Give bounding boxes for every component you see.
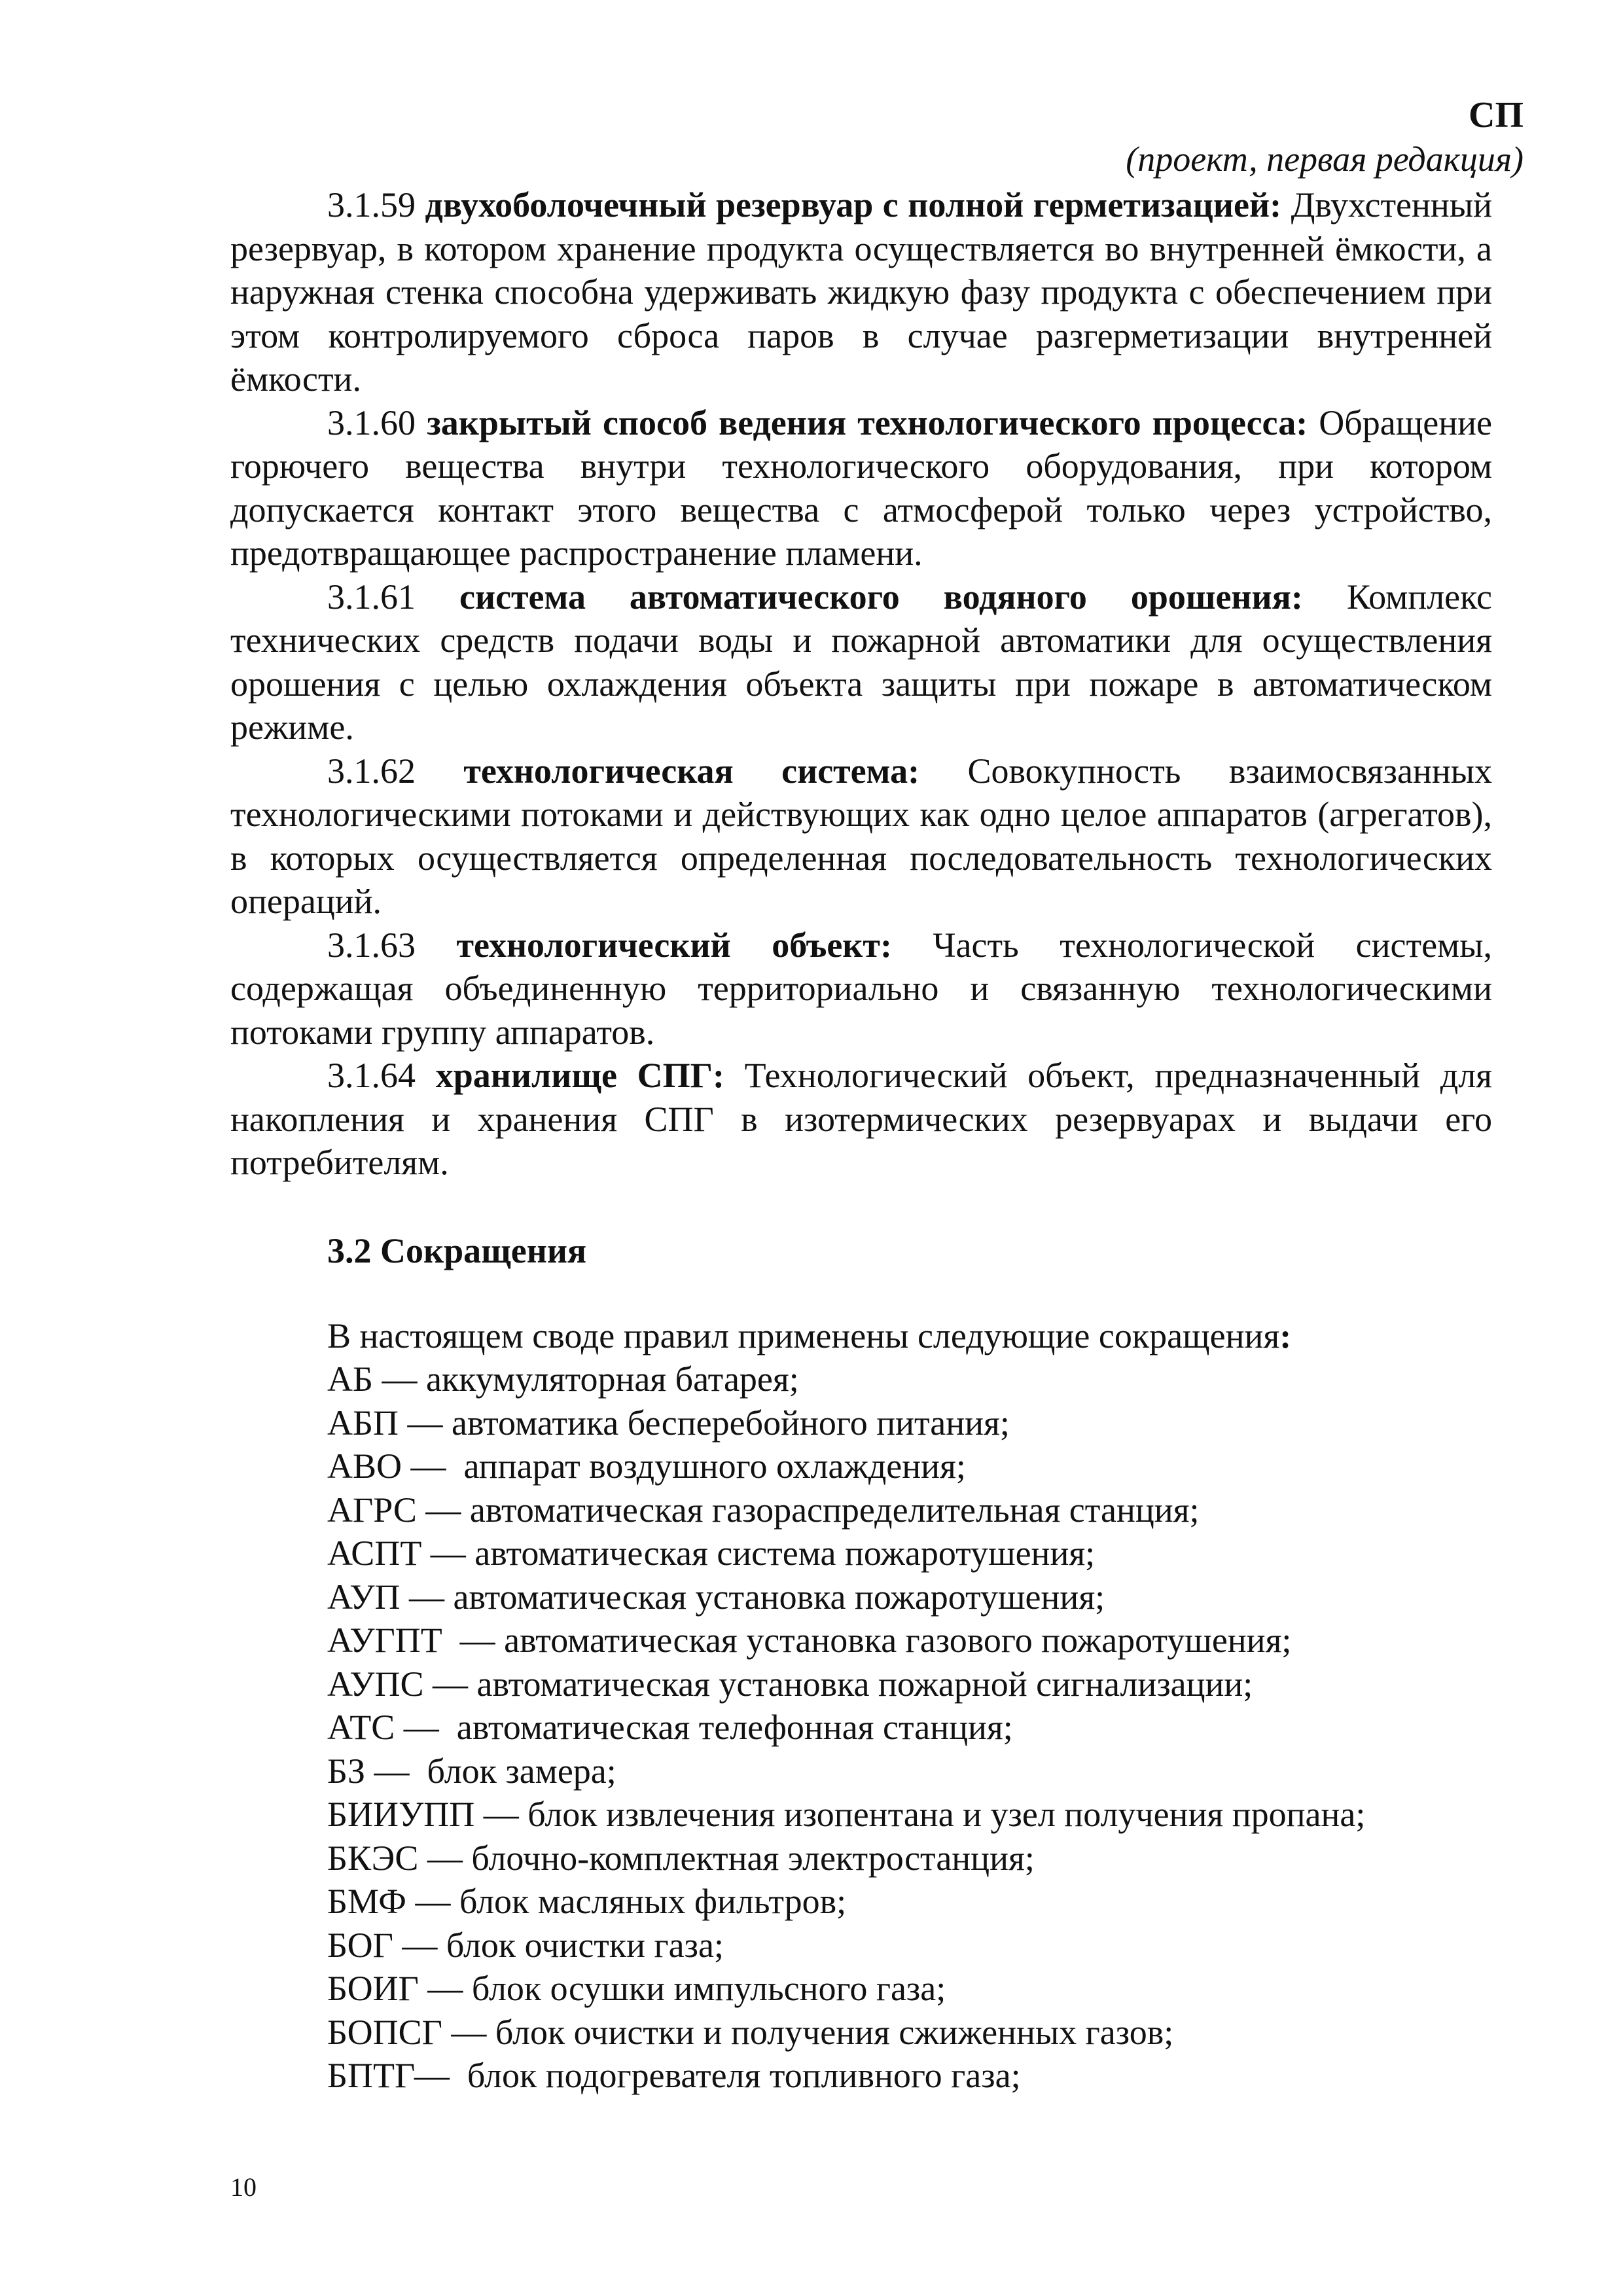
list-item: БОПСГ — блок очистки и получения сжиженных газов; — [327, 2012, 1174, 2052]
definition-number: 3.1.62 — [327, 751, 416, 791]
definition-3-1-63 — [230, 924, 1492, 1054]
list-item: АБ — аккумуляторная батарея; — [327, 1359, 799, 1399]
list-item: БКЭС — блочно-комплектная электростанция; — [327, 1838, 1035, 1878]
abbreviations-intro — [327, 1314, 1291, 1358]
definition-3-1-62 — [230, 749, 1492, 924]
document-code: СП — [1469, 95, 1524, 135]
definition-number: 3.1.61 — [327, 577, 416, 617]
list-item: АУП — автоматическая установка пожаротушения; — [327, 1577, 1105, 1617]
list-item: БОИГ — блок осушки импульсного газа; — [327, 1969, 946, 2008]
definition-number: 3.1.63 — [327, 925, 416, 965]
definition-term: закрытый способ ведения технологического процесса: — [427, 403, 1308, 442]
definitions-block — [230, 183, 1492, 1185]
list-item: АБП — автоматика бесперебойного питания; — [327, 1403, 1010, 1443]
definition-text: Технологический объект, предназначенный для накопления и хранения СПГ в изотермических резервуарах и выдачи его потребителям. — [230, 1056, 1492, 1182]
list-item: БПТГ— блок подогревателя топливного газа; — [327, 2056, 1021, 2095]
definition-number: 3.1.64 — [327, 1056, 416, 1095]
definition-text: Часть технологической системы, содержащая объединенную территориально и связанную технологическими потоками группу аппаратов. — [230, 925, 1492, 1052]
section-title: 3.2 Сокращения — [327, 1231, 587, 1270]
document-edition: (проект, первая редакция) — [1126, 139, 1524, 179]
abbreviations-intro-colon: : — [1279, 1316, 1292, 1355]
definition-term: хранилище СПГ: — [435, 1056, 724, 1095]
abbreviations-list — [327, 1357, 1365, 2098]
definition-term: технологическая система: — [463, 751, 920, 791]
definition-number: 3.1.60 — [327, 403, 416, 442]
list-item: АВО — аппарат воздушного охлаждения; — [327, 1446, 966, 1486]
list-item: БМФ — блок масляных фильтров; — [327, 1882, 847, 1921]
list-item: АСПТ — автоматическая система пожаротушения; — [327, 1534, 1096, 1573]
page-number: 10 — [230, 2172, 257, 2202]
list-item: БЗ — блок замера; — [327, 1751, 616, 1791]
list-item: БОГ — блок очистки газа; — [327, 1925, 724, 1965]
definition-3-1-59 — [230, 183, 1492, 401]
definition-term: система автоматического водяного орошения: — [459, 577, 1303, 617]
definition-text: Двухстенный резервуар, в котором хранение продукта осуществляется во внутренней ёмкости, а наружная стенка способна удерживать жидкую фазу продукта с обеспечением при этом контролируемого сброса паров в случае разгерметизации внутренней ёмкости. — [230, 185, 1493, 399]
list-item: АУГПТ — автоматическая установка газового пожаротушения; — [327, 1621, 1292, 1660]
definition-3-1-60 — [230, 401, 1492, 575]
list-item: АУПС — автоматическая установка пожарной сигнализации; — [327, 1664, 1253, 1704]
list-item: АТС — автоматическая телефонная станция; — [327, 1708, 1013, 1747]
definition-term: технологический объект: — [456, 925, 892, 965]
abbreviations-intro-text: В настоящем своде правил применены следующие сокращения — [327, 1316, 1280, 1355]
definition-term: двухоболочечный резервуар с полной герметизацией: — [425, 185, 1282, 224]
definition-3-1-61 — [230, 575, 1492, 749]
definition-text: Комплекс технических средств подачи воды и пожарной автоматики для осуществления орошения с целью охлаждения объекта защиты при пожаре в автоматическом режиме. — [230, 577, 1492, 747]
definition-text: Совокупность взаимосвязанных технологическими потоками и действующих как одно целое аппаратов (агрегатов), в которых осуществляется определенная последовательность технологических операций. — [230, 751, 1493, 921]
list-item: АГРС — автоматическая газораспределительная станция; — [327, 1490, 1200, 1530]
list-item: БИИУПП — блок извлечения изопентана и узел получения пропана; — [327, 1795, 1366, 1834]
definition-3-1-64 — [230, 1054, 1492, 1185]
definition-number: 3.1.59 — [327, 185, 416, 224]
definition-text: Обращение горючего вещества внутри технологического оборудования, при котором допускается контакт этого вещества с атмосферой только через устройство, предотвращающее распространение пламени. — [230, 403, 1493, 573]
